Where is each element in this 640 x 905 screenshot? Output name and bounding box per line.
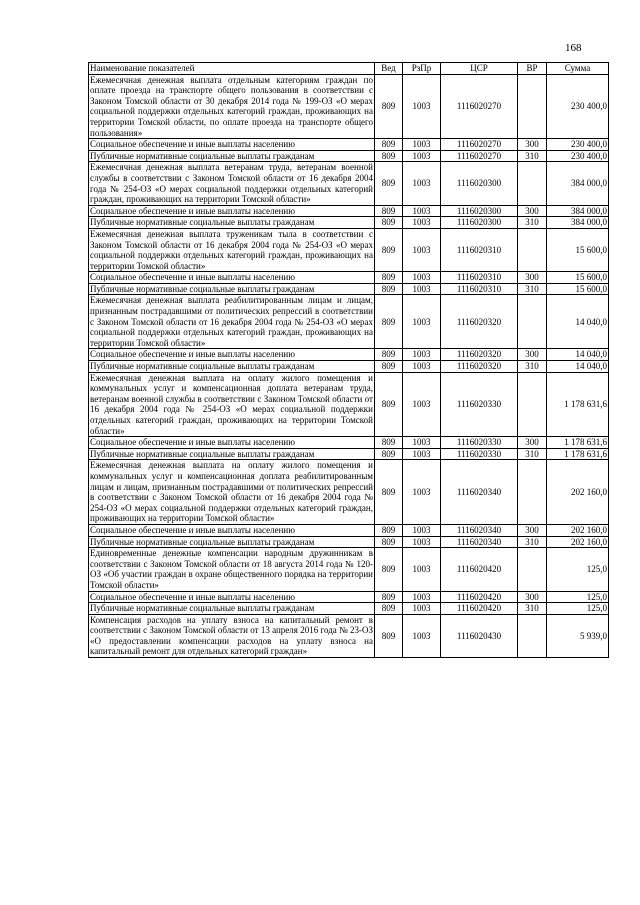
cell-ved: 809	[375, 295, 403, 349]
cell-vr: 300	[518, 349, 547, 361]
cell-ved: 809	[375, 536, 403, 548]
cell-sum: 125,0	[547, 591, 609, 603]
table-row	[89, 536, 609, 548]
cell-rzpr: 1003	[403, 524, 441, 536]
cell-csr: 1116020310	[441, 272, 518, 284]
cell-sum: 230 400,0	[547, 139, 609, 151]
header-sum: Сумма	[547, 63, 609, 75]
cell-ved: 809	[375, 603, 403, 615]
cell-ved: 809	[375, 372, 403, 437]
cell-rzpr: 1003	[403, 162, 441, 205]
cell-rzpr: 1003	[403, 74, 441, 139]
cell-ved: 809	[375, 272, 403, 284]
cell-name: Публичные нормативные социальные выплаты гражданам	[89, 217, 375, 229]
cell-csr: 1116020330	[441, 372, 518, 437]
cell-rzpr: 1003	[403, 205, 441, 217]
table-row	[89, 217, 609, 229]
table-row	[89, 460, 609, 525]
cell-name: Социальное обеспечение и иные выплаты населению	[89, 349, 375, 361]
cell-csr: 1116020420	[441, 591, 518, 603]
cell-ved: 809	[375, 162, 403, 205]
table-row	[89, 295, 609, 349]
header-vr: ВР	[518, 63, 547, 75]
cell-name: Публичные нормативные социальные выплаты гражданам	[89, 536, 375, 548]
cell-name: Публичные нормативные социальные выплаты гражданам	[89, 283, 375, 295]
cell-ved: 809	[375, 74, 403, 139]
header-csr: ЦСР	[441, 63, 518, 75]
cell-name: Публичные нормативные социальные выплаты гражданам	[89, 361, 375, 373]
cell-rzpr: 1003	[403, 139, 441, 151]
cell-name: Социальное обеспечение и иные выплаты населению	[89, 524, 375, 536]
cell-sum: 15 600,0	[547, 228, 609, 271]
cell-name: Социальное обеспечение и иные выплаты населению	[89, 139, 375, 151]
cell-vr	[518, 74, 547, 139]
cell-csr: 1116020330	[441, 437, 518, 449]
cell-ved: 809	[375, 448, 403, 460]
cell-csr: 1116020320	[441, 361, 518, 373]
cell-name: Социальное обеспечение и иные выплаты населению	[89, 272, 375, 284]
cell-sum: 230 400,0	[547, 74, 609, 139]
cell-csr: 1116020420	[441, 548, 518, 591]
cell-vr: 310	[518, 448, 547, 460]
cell-vr	[518, 548, 547, 591]
cell-name: Публичные нормативные социальные выплаты гражданам	[89, 448, 375, 460]
cell-rzpr: 1003	[403, 349, 441, 361]
table-row	[89, 603, 609, 615]
cell-vr: 310	[518, 217, 547, 229]
table-row	[89, 548, 609, 591]
table-row	[89, 162, 609, 205]
cell-vr: 300	[518, 272, 547, 284]
cell-name: Ежемесячная денежная выплата отдельным категориям граждан по оплате проезда на транспорте общего пользования в соответствии с Законом Томской области от 30 декабря 2014 года № 199-ОЗ «О мерах социальной поддержки отдельных категорий граждан, проживающих на территории Томской области, по оплате проезда на транспорте общего пользования»	[90, 74, 373, 138]
cell-ved: 809	[375, 228, 403, 271]
header-ved: Вед	[375, 63, 403, 75]
cell-csr: 1116020310	[441, 283, 518, 295]
table-row	[89, 524, 609, 536]
budget-table	[88, 62, 609, 658]
cell-vr: 300	[518, 139, 547, 151]
cell-ved: 809	[375, 139, 403, 151]
cell-rzpr: 1003	[403, 228, 441, 271]
cell-rzpr: 1003	[403, 614, 441, 657]
cell-sum: 15 600,0	[547, 283, 609, 295]
cell-name: Ежемесячная денежная выплата труженикам тыла в соответствии с Законом Томской области от 16 декабря 2004 года № 254-ОЗ «О мерах социальной поддержки отдельных категорий граждан, проживающих на территории Томской области»	[90, 228, 373, 271]
cell-csr: 1116020340	[441, 524, 518, 536]
cell-vr	[518, 162, 547, 205]
cell-csr: 1116020320	[441, 349, 518, 361]
cell-rzpr: 1003	[403, 372, 441, 437]
cell-rzpr: 1003	[403, 283, 441, 295]
cell-ved: 809	[375, 283, 403, 295]
cell-sum: 202 160,0	[547, 460, 609, 525]
cell-vr: 310	[518, 283, 547, 295]
table-row	[89, 361, 609, 373]
cell-vr: 300	[518, 205, 547, 217]
cell-vr: 310	[518, 361, 547, 373]
cell-vr: 310	[518, 603, 547, 615]
cell-sum: 125,0	[547, 603, 609, 615]
table-row	[89, 205, 609, 217]
cell-sum: 14 040,0	[547, 349, 609, 361]
cell-sum: 1 178 631,6	[547, 372, 609, 437]
table-row	[89, 591, 609, 603]
cell-name: Публичные нормативные социальные выплаты гражданам	[89, 150, 375, 162]
cell-ved: 809	[375, 150, 403, 162]
cell-rzpr: 1003	[403, 460, 441, 525]
cell-csr: 1116020430	[441, 614, 518, 657]
cell-name: Публичные нормативные социальные выплаты гражданам	[89, 603, 375, 615]
cell-sum: 230 400,0	[547, 150, 609, 162]
table-row	[89, 437, 609, 449]
cell-name: Социальное обеспечение и иные выплаты населению	[89, 437, 375, 449]
cell-rzpr: 1003	[403, 361, 441, 373]
cell-csr: 1116020270	[441, 139, 518, 151]
cell-vr	[518, 614, 547, 657]
cell-name: Ежемесячная денежная выплата ветеранам труда, ветеранам военной службы в соответствии с Законом Томской области от 16 декабря 2004 года № 254-ОЗ «О мерах социальной поддержки отдельных категорий граждан, проживающих на территории Томской области»	[90, 162, 373, 205]
cell-rzpr: 1003	[403, 150, 441, 162]
cell-sum: 202 160,0	[547, 524, 609, 536]
cell-csr: 1116020310	[441, 228, 518, 271]
cell-ved: 809	[375, 591, 403, 603]
table-row	[89, 349, 609, 361]
cell-sum: 14 040,0	[547, 295, 609, 349]
cell-rzpr: 1003	[403, 217, 441, 229]
cell-ved: 809	[375, 217, 403, 229]
cell-name: Ежемесячная денежная выплата реабилитированным лицам и лицам, признанным пострадавшими от политических репрессий в соответствии с Законом Томской области от 16 декабря 2004 года № 254-ОЗ «О мерах социальной поддержки отдельных категорий граждан, проживающих на территории Томской области»	[90, 295, 373, 348]
cell-vr	[518, 228, 547, 271]
table-row	[89, 614, 609, 657]
cell-csr: 1116020300	[441, 205, 518, 217]
cell-vr	[518, 460, 547, 525]
cell-sum: 14 040,0	[547, 361, 609, 373]
table-row	[89, 228, 609, 271]
cell-name: Социальное обеспечение и иные выплаты населению	[89, 591, 375, 603]
cell-name: Ежемесячная денежная выплата на оплату жилого помещения и коммунальных услуг и компенсационная доплата реабилитированным лицам и лицам, признанным пострадавшими от политических репрессий в соответствии с Законом Томской области от 16 декабря 2004 года № 254-ОЗ «О мерах социальной поддержки отдельных категорий граждан, проживающих на территории Томской области»	[90, 460, 373, 524]
cell-rzpr: 1003	[403, 536, 441, 548]
cell-sum: 15 600,0	[547, 272, 609, 284]
cell-csr: 1116020300	[441, 162, 518, 205]
table-row	[89, 74, 609, 139]
cell-sum: 384 000,0	[547, 205, 609, 217]
cell-ved: 809	[375, 460, 403, 525]
cell-ved: 809	[375, 548, 403, 591]
cell-name: Единовременные денежные компенсации народным дружинникам в соответствии с Законом Томской области от 18 августа 2014 года № 120-ОЗ «Об участии граждан в охране общественного порядка на территории Томской области»	[90, 548, 373, 590]
cell-sum: 384 000,0	[547, 217, 609, 229]
cell-rzpr: 1003	[403, 603, 441, 615]
table-row	[89, 139, 609, 151]
cell-csr: 1116020420	[441, 603, 518, 615]
cell-ved: 809	[375, 361, 403, 373]
cell-sum: 1 178 631,6	[547, 448, 609, 460]
table-row	[89, 372, 609, 437]
cell-sum: 384 000,0	[547, 162, 609, 205]
header-name: Наименование показателей	[89, 63, 375, 75]
table-header-row	[89, 63, 609, 75]
cell-vr: 300	[518, 437, 547, 449]
cell-rzpr: 1003	[403, 295, 441, 349]
cell-rzpr: 1003	[403, 448, 441, 460]
cell-ved: 809	[375, 437, 403, 449]
cell-sum: 125,0	[547, 548, 609, 591]
cell-sum: 5 939,0	[547, 614, 609, 657]
cell-csr: 1116020340	[441, 460, 518, 525]
table-row	[89, 150, 609, 162]
cell-rzpr: 1003	[403, 548, 441, 591]
cell-sum: 202 160,0	[547, 536, 609, 548]
cell-ved: 809	[375, 524, 403, 536]
cell-rzpr: 1003	[403, 437, 441, 449]
table-body	[89, 74, 609, 657]
cell-vr: 300	[518, 591, 547, 603]
cell-csr: 1116020270	[441, 74, 518, 139]
cell-sum: 1 178 631,6	[547, 437, 609, 449]
cell-csr: 1116020320	[441, 295, 518, 349]
cell-vr: 300	[518, 524, 547, 536]
cell-csr: 1116020300	[441, 217, 518, 229]
cell-name: Социальное обеспечение и иные выплаты населению	[89, 205, 375, 217]
table-row	[89, 272, 609, 284]
cell-csr: 1116020330	[441, 448, 518, 460]
cell-vr: 310	[518, 536, 547, 548]
table-row	[89, 448, 609, 460]
cell-csr: 1116020340	[441, 536, 518, 548]
page-number: 168	[565, 42, 582, 54]
table-row	[89, 283, 609, 295]
cell-ved: 809	[375, 349, 403, 361]
cell-name: Компенсация расходов на уплату взноса на капитальный ремонт в соответствии с Законом Томской области от 13 апреля 2016 года № 23-ОЗ «О предоставлении компенсации расходов на уплату взноса на капитальный ремонт для отдельных категорий граждан»	[90, 614, 373, 657]
cell-vr	[518, 295, 547, 349]
cell-name: Ежемесячная денежная выплата на оплату жилого помещения и коммунальных услуг и компенсационная доплата ветеранам труда, ветеранам военной службы в соответствии с Законом Томской области от 16 декабря 2004 года № 254-ОЗ «О мерах социальной поддержки отдельных категорий граждан, проживающих на территории Томской области»	[90, 372, 373, 436]
cell-ved: 809	[375, 205, 403, 217]
cell-csr: 1116020270	[441, 150, 518, 162]
cell-rzpr: 1003	[403, 272, 441, 284]
cell-rzpr: 1003	[403, 591, 441, 603]
cell-ved: 809	[375, 614, 403, 657]
cell-vr	[518, 372, 547, 437]
cell-vr: 310	[518, 150, 547, 162]
header-rzpr: РзПр	[403, 63, 441, 75]
